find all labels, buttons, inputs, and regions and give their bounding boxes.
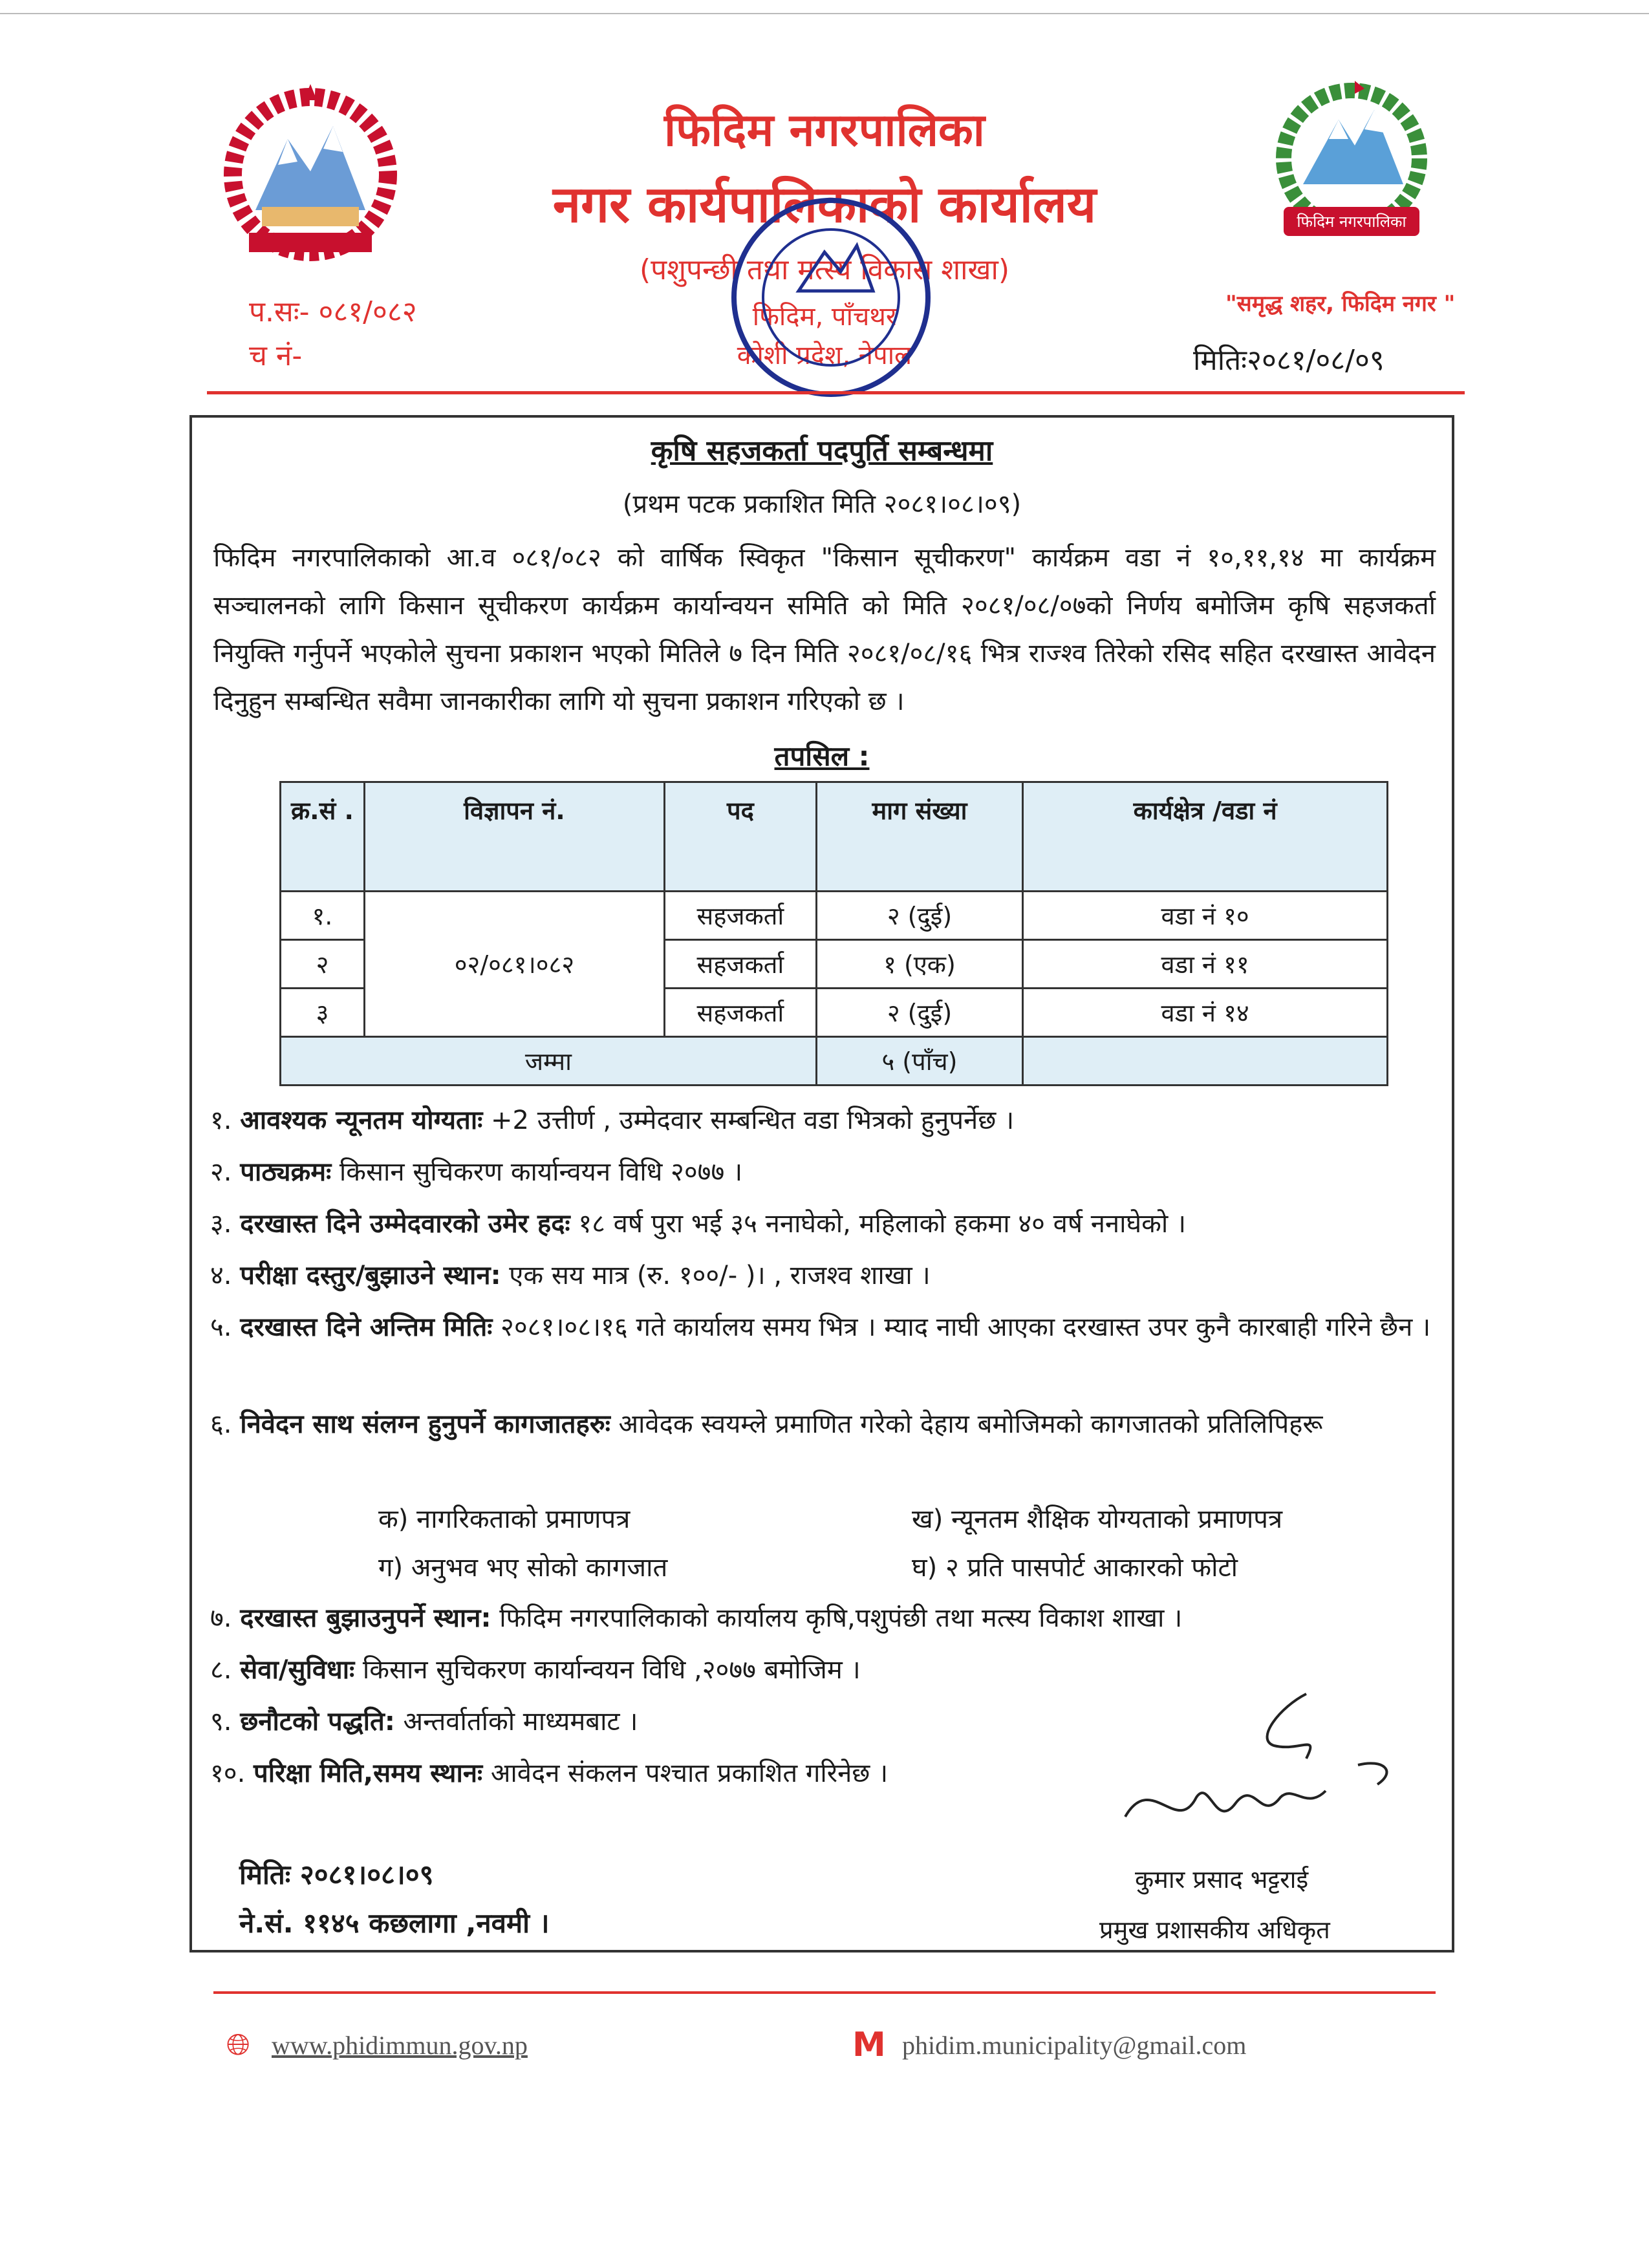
reference-number: प.सः- ०८१/०८२: [249, 295, 417, 328]
doc-experience: ग) अनुभव भए सोको कागजात: [378, 1553, 668, 1583]
cell-ward: वडा नं १४: [1023, 989, 1388, 1037]
item-label: परिक्षा मिति,समय स्थानः: [253, 1759, 483, 1788]
item-number: ७.: [210, 1603, 232, 1633]
cell-sn: १.: [281, 892, 365, 940]
table-row: [281, 892, 1388, 940]
notice-subtitle: (प्रथम पटक प्रकाशित मिति २०८१।०८।०९): [622, 489, 1022, 519]
item-qualification: [210, 1099, 1452, 1142]
signoff-ns-date: ने.सं. ११४५ कछलागा ,नवमी ।: [239, 1907, 550, 1939]
item-label: दरखास्त बुझाउनुपर्ने स्थान:: [240, 1603, 491, 1633]
office-name: नगर कार्यपालिकाको कार्यालय: [552, 176, 1097, 234]
item-text: फिदिम नगरपालिकाको कार्यालय कृषि,पशुपंछी तथा मत्स्य विकाश शाखा ।: [491, 1603, 1183, 1633]
item-deadline: [210, 1306, 1452, 1349]
item-text: किसान सुचिकरण कार्यान्वयन विधि ,२०७७ बमोजिम ।: [354, 1655, 861, 1685]
cell-ward: वडा नं ११: [1023, 940, 1388, 989]
header-date: मितिः२०८१/०८/०९: [1193, 344, 1385, 377]
item-text: १८ वर्ष पुरा भई ३५ ननाघेको, महिलाको हकमा ४० वर्ष ननाघेको ।: [570, 1209, 1187, 1239]
item-number: १०.: [210, 1759, 246, 1788]
item-label: निवेदन साथ संलग्न हुनुपर्ने कागजातहरुः: [240, 1409, 610, 1439]
cell-ad-no: ०२/०८१।०८२: [364, 892, 664, 1037]
address-line-1: फिदिम, पाँचथर: [752, 302, 897, 332]
item-label: सेवा/सुविधाः: [240, 1655, 355, 1685]
item-text: +2 उत्तीर्ण , उम्मेदवार सम्बन्धित वडा भित्रको हुनुपर्नेछ ।: [482, 1106, 1015, 1135]
item-text: २०८१।०८।१६ गते कार्यालय समय भित्र । म्याद नाघी आएका दरखास्त उपर कुनै कारबाही गरिने छैन ।: [492, 1312, 1431, 1342]
vacancy-table: [279, 781, 1388, 1086]
item-number: १.: [210, 1106, 232, 1135]
details-heading: तपसिल :: [774, 740, 870, 772]
slogan: "समृद्ध शहर, फिदिम नगर ": [1225, 291, 1456, 317]
item-syllabus: [210, 1151, 1452, 1193]
doc-photo: घ) २ प्रति पासपोर्ट आकारको फोटो: [912, 1553, 1238, 1583]
municipality-name: फिदिम नगरपालिका: [664, 103, 985, 156]
item-number: ९.: [210, 1707, 232, 1737]
total-empty: [1023, 1037, 1388, 1086]
item-text: एक सय मात्र (रु. १००/- )। , राजश्व शाखा ।: [501, 1261, 931, 1290]
email-link[interactable]: phidim.municipality@gmail.com: [902, 2031, 1247, 2060]
globe-icon: 🌐︎: [226, 2027, 250, 2062]
col-header-ward: कार्यक्षेत्र /वडा नं: [1023, 782, 1388, 892]
col-header-post: पद: [665, 782, 817, 892]
item-label: पाठ्यक्रमः: [240, 1157, 332, 1187]
col-header-count: माग संख्या: [816, 782, 1022, 892]
table-header-row: [281, 782, 1388, 892]
total-label: जम्मा: [281, 1037, 817, 1086]
item-text: अन्तर्वार्ताको माध्यमबाट ।: [394, 1707, 638, 1737]
item-exam-fee: [210, 1254, 1452, 1297]
table-total-row: [281, 1037, 1388, 1086]
cell-ward: वडा नं १०: [1023, 892, 1388, 940]
notice-title: कृषि सहजकर्ता पदपुर्ति सम्बन्धमा: [651, 434, 993, 467]
item-label: छनौटको पद्धति:: [240, 1707, 395, 1737]
item-text: आवेदन संकलन पश्चात प्रकाशित गरिनेछ ।: [482, 1759, 889, 1788]
item-number: २.: [210, 1157, 232, 1187]
email-icon: M: [852, 2026, 886, 2064]
item-text: किसान सुचिकरण कार्यान्वयन विधि २०७७ ।: [331, 1157, 743, 1187]
nepal-emblem-logo: [217, 81, 404, 262]
cell-count: १ (एक): [816, 940, 1022, 989]
item-submission-place: [210, 1597, 1452, 1640]
item-age-limit: [210, 1203, 1452, 1245]
cell-count: २ (दुई): [816, 989, 1022, 1037]
top-rule: [0, 13, 1649, 14]
signoff-date: मितिः २०८१।०८।०९: [239, 1859, 434, 1890]
item-label: दरखास्त दिने अन्तिम मितिः: [240, 1312, 493, 1342]
cell-post: सहजकर्ता: [665, 940, 817, 989]
item-text: आवेदक स्वयम्ले प्रमाणित गरेको देहाय बमोजिमको कागजातको प्रतिलिपिहरू: [610, 1409, 1323, 1439]
signatory-designation: प्रमुख प्रशासकीय अधिकृत: [1099, 1916, 1330, 1944]
item-number: ६.: [210, 1409, 232, 1439]
cell-sn: ३: [281, 989, 365, 1037]
item-label: आवश्यक न्यूनतम योग्यताः: [240, 1106, 483, 1135]
total-value: ५ (पाँच): [816, 1037, 1022, 1086]
cell-sn: २: [281, 940, 365, 989]
item-number: ५.: [210, 1312, 232, 1342]
item-number: ८.: [210, 1655, 232, 1685]
cell-post: सहजकर्ता: [665, 989, 817, 1037]
logo-caption: फिदिम नगरपालिका: [1297, 213, 1406, 231]
item-label: दरखास्त दिने उम्मेदवारको उमेर हदः: [240, 1209, 570, 1239]
item-number: ३.: [210, 1209, 232, 1239]
notice-body: फिदिम नगरपालिकाको आ.व ०८१/०८२ को वार्षिक स्विकृत "किसान सूचीकरण" कार्यक्रम वडा नं १०,११,१४ मा कार्यक्रम सञ्चालनको लागि किसान सूचीकरण कार्यक्रम कार्यान्वयन समिति को मिति २०८१/०८/०७को निर्णय बमोजिम कृषि सहजकर्ता नियुक्ति गर्नुपर्ने भएकोले सुचना प्रकाशन भएको मितिले ७ दिन मिति २०८१/०८/१६ भित्र राज्श्व तिरेको रसिद सहित दरखास्त आवेदन दिनुहुन सम्बन्धित सवैमा जानकारीका लागि यो सुचना प्रकाशन गरिएको छ ।: [213, 543, 1436, 716]
footer-divider: [213, 1991, 1436, 1994]
address-line-2: कोशी प्रदेश, नेपाल: [737, 341, 912, 370]
cell-count: २ (दुई): [816, 892, 1022, 940]
branch-name: (पशुपन्छी तथा मत्स्य विकास शाखा): [639, 253, 1010, 286]
header-divider: [207, 391, 1465, 394]
col-header-sn: क्र.सं .: [281, 782, 365, 892]
col-header-ad-no: विज्ञापन नं.: [364, 782, 664, 892]
dispatch-number: च नं-: [249, 339, 303, 372]
doc-citizenship: क) नागरिकताको प्रमाणपत्र: [378, 1504, 630, 1534]
item-label: परीक्षा दस्तुर/बुझाउने स्थान:: [240, 1261, 501, 1290]
item-attachments: [210, 1403, 1452, 1446]
municipality-logo: [1258, 81, 1445, 249]
cell-post: सहजकर्ता: [665, 892, 817, 940]
office-seal: [727, 194, 934, 401]
website-link[interactable]: www.phidimmun.gov.np: [272, 2031, 528, 2060]
signature: [1112, 1668, 1423, 1856]
doc-education: ख) न्यूनतम शैक्षिक योग्यताको प्रमाणपत्र: [912, 1504, 1283, 1534]
item-number: ४.: [210, 1261, 232, 1290]
signatory-name: कुमार प्रसाद भट्टराई: [1135, 1865, 1309, 1894]
